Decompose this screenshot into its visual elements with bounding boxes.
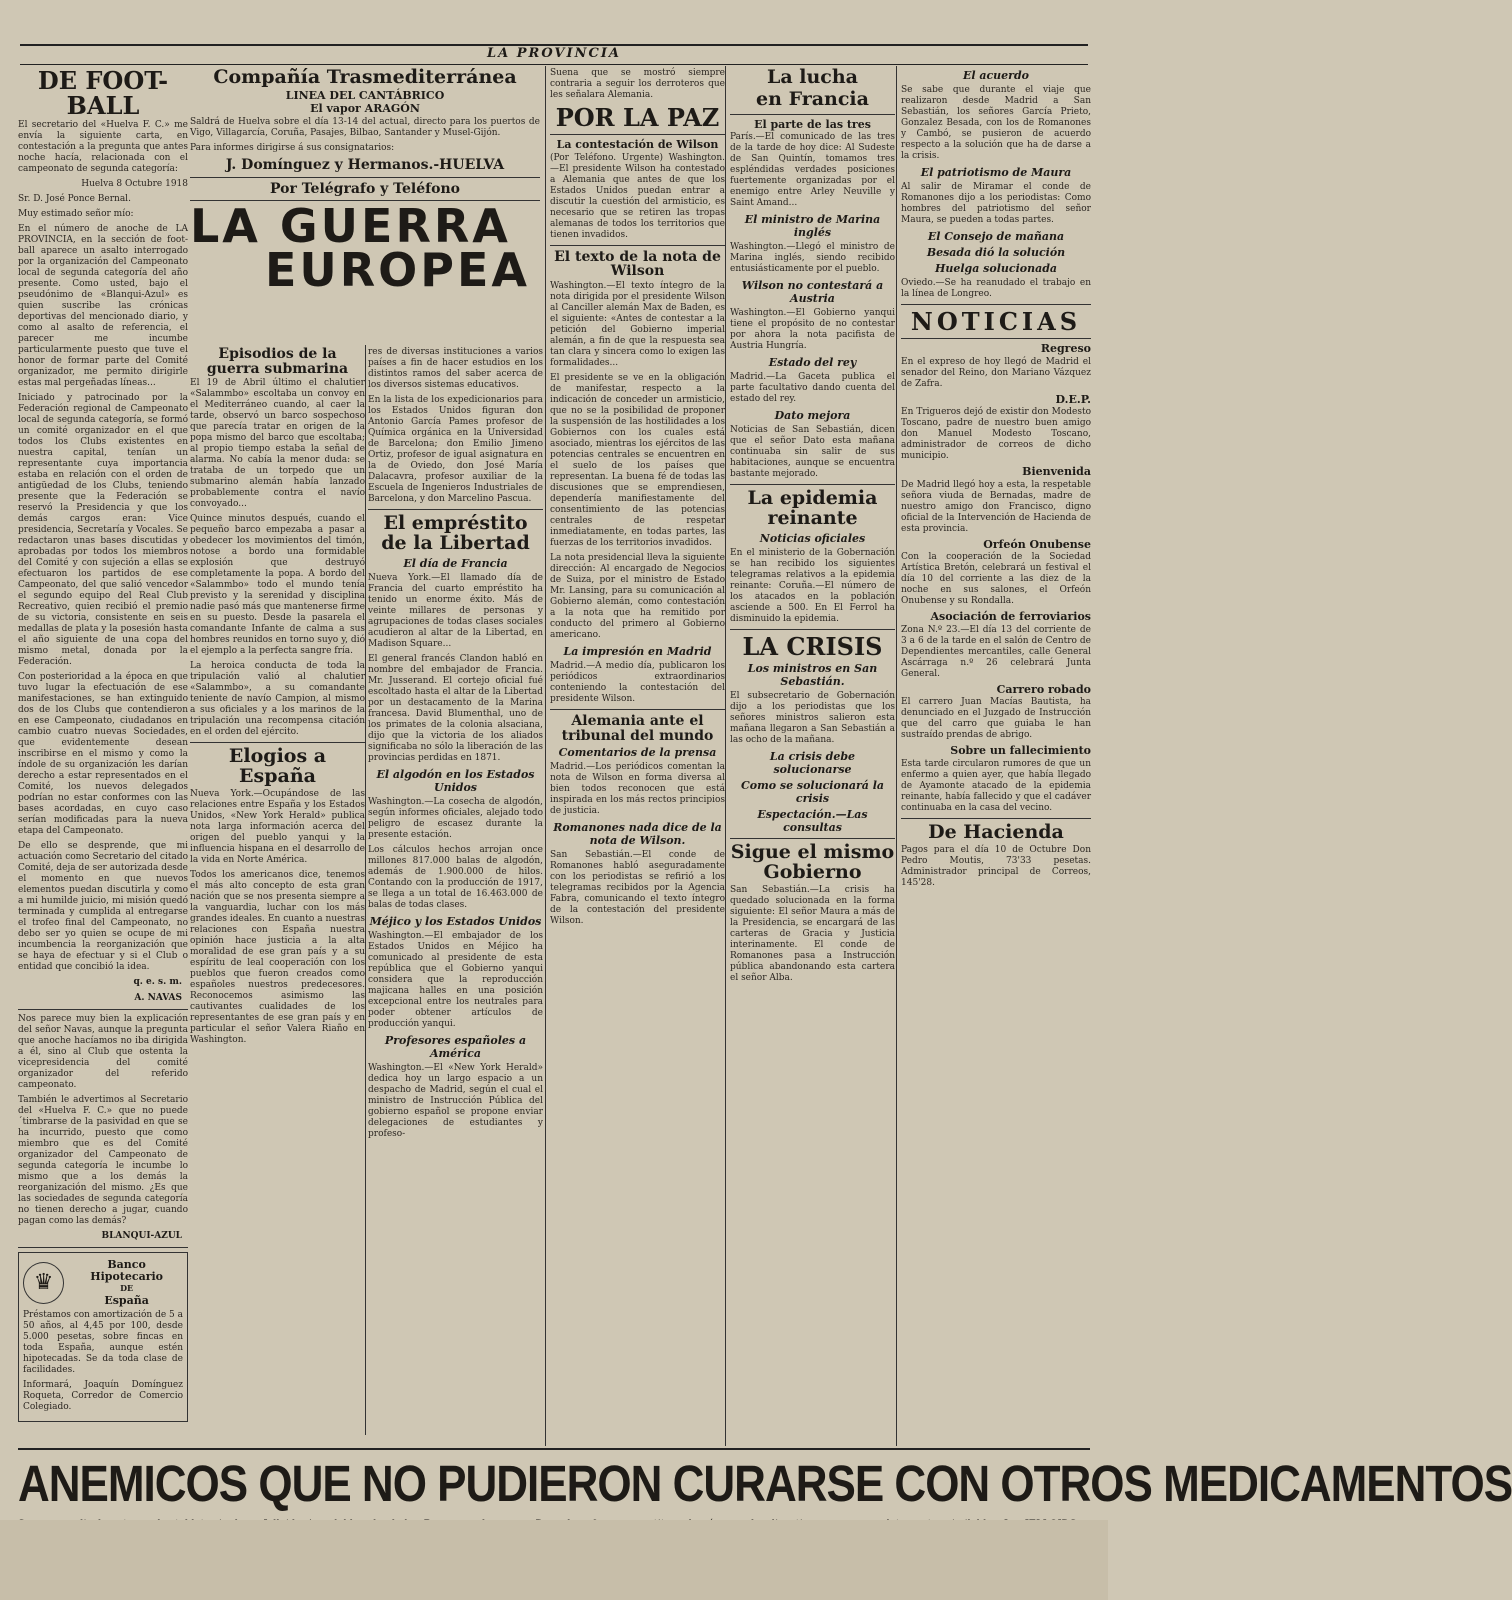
shipping-info: Para informes dirigirse á sus consignatarios: [190, 143, 395, 154]
wilson-note-body: Washington.—El texto íntegro de la nota dirigida por el presidente Wilson al Canciller alemán Max de Baden, es el siguiente: «Antes de contestar a la petición del Gobierno imperial alemán, a fin de que la respuesta sea tan clara y sincera como lo exigen las formalidades... [550, 281, 725, 369]
divider [18, 1009, 188, 1010]
orfeon-body: Con la cooperación de la Sociedad Artística Bretón, celebrará un festival el día 10 del corriente a las diez de la noche en sus salones, el Orfeón Onubense y su Rondalla. [901, 552, 1091, 607]
epidemic-headline: La epidemia reinante [747, 487, 878, 530]
column-2b [368, 345, 543, 1435]
football-dateline: Huelva 8 Octubre 1918 [81, 179, 188, 190]
report-subhead: El parte de las tres [754, 117, 871, 131]
shipping-vessel: El vapor ARAGÓN [310, 102, 420, 116]
king-state-body: Madrid.—La Gaceta publica el parte facultativo dando cuenta del estado del rey. [730, 372, 895, 405]
return-subhead: Regreso [1040, 342, 1091, 356]
shipping-agent: J. Domínguez y Hermanos.-HUELVA [225, 157, 505, 174]
football-intro: El secretario del «Huelva F. C.» me envía la siguiente carta, en contestación a la pregunta que antes noche hacía, relacionada con el campeonato de segunda categoría: [18, 120, 188, 175]
press-comments-body: Madrid.—Los periódicos comentan la nota de Wilson en forma diversa al bien todos reconocen que está inspirada en los más rectos principios de justicia. [550, 762, 725, 817]
epidemic-body: En el ministerio de la Gobernación se han recibido los siguientes telegramas relativos a la epidemia reinante: Coruña.—El número de los atacados en la población asciende a 500. En El Ferrol ha disminuido la epidemia. [730, 548, 895, 625]
stolen-cart-body: El carrero Juan Macías Bautista, ha denunciado en el Juzgado de Instrucción que del carro que guiaba le han sustraído prendas de abrigo. [901, 697, 1091, 741]
football-headline: DE FOOT-BALL [37, 66, 169, 121]
column-3-top: Suena que se mostró siempre contraria a seguir los derroteros que les señalara Alemania. [550, 68, 725, 100]
submarine-body: El 19 de Abril último el chalutier «Salammbo» escoltaba un convoy en el Mediterráneo cuando, al caer la tarde, observó un barco sospechoso que parecía tratar en origen de la popa mismo del barco que escoltaba; al propio tiempo estaba la señal de alarma. No cabía la menor duda: se trataba de un torpedo que un submarino alemán había lanzado probablemente contra el navío convoyado... [190, 378, 365, 510]
loan-body: Nueva York.—El llamado día de Francia del cuarto empréstito ha tenido un enorme éxito. Más de veinte millares de personas y agrupaciones de todas clases sociales acudieron al altar de la Libertad, en Madison Square... [368, 572, 543, 649]
loan-body-2: El general francés Clandon habló en nombre del embajador de Francia. Mr. Jusserand. El cortejo oficial fué escoltado hasta el altar de la Libertad por un destacamento de la Marina francesa. David Blumenthal, uno de los primates de la colonia alsaciana, dijo que la victoria de los aliados significaba no sólo la liberación de las provincias perdidas en 1871. [368, 653, 543, 763]
wilson-answer-body: (Por Teléfono. Urgente) Washington.—El presidente Wilson ha contestado a Alemania que antes de que los Estados Unidos puedan entrar a discutir la cuestión del armisticio, es necesario que se retiren las tropas alemanas de todos los territorios que tienen invadidos. [550, 152, 725, 240]
bank-text: Préstamos con amortización de 5 a 50 años, al 4,45 por 100, desde 5.000 pesetas, sobre fincas en toda España, aunque estén hipotecadas. Se da toda clase de facilidades. [23, 1310, 183, 1376]
shipping-company: Compañía Trasmediterránea [213, 66, 517, 88]
loan-headline: El empréstito de la Libertad [381, 512, 530, 554]
crisis-subhead-4: Espectación.—Las consultas [757, 808, 868, 835]
divider [730, 838, 895, 839]
france-headline-2: en Francia [756, 87, 869, 110]
professors-body: Washington.—El «New York Herald» dedica hoy un largo espacio a un despacho de Madrid, según el cual el ministro de Instrucción Pública del gobierno español se propone enviar delegaciones de estudiantes y profeso- [368, 1062, 543, 1139]
football-greeting: Muy estimado señor mío: [18, 209, 134, 220]
column-5 [896, 66, 1091, 1446]
divider [550, 134, 725, 135]
cotton-body-2: Los cálculos hechos arrojan once millones 817.000 balas de algodón, además de 1.900.000 de hilos. Contando con la producción de 1917, se llega a un total de 16.463.000 de balas de todas clases. [368, 844, 543, 910]
bank-ad [18, 1252, 188, 1422]
navy-minister-subhead: El ministro de Marina inglés [744, 213, 881, 240]
column-4 [725, 66, 895, 1446]
besada-subhead: Besada dió la solución [926, 246, 1066, 259]
welcome-subhead: Bienvenida [1022, 465, 1091, 479]
death-subhead: Sobre un fallecimiento [950, 744, 1091, 758]
news-headline: NOTICIAS [910, 307, 1082, 336]
submarine-body-3: La heroica conducta de toda la tripulación valió al chalutier «Salammbo», a su comandante teniente de navío Campion, al mismo a sus oficiales y a los marinos de la tripulación una recompensa citación en el orden del ejército. [190, 661, 365, 738]
professors-subhead: Profesores españoles a América [384, 1033, 527, 1060]
crisis-subhead: Los ministros en San Sebastián. [747, 662, 878, 689]
football-body-3: Con posterioridad a la época en que tuvo lugar la efectuación de ese manifestaciones, se han extinguido dos de los Clubs que contendieron en ese Campeonato, ciudadanos en cambio cuatro nuevas Sociedades, que evidentemente desean inscribirse en el mismo y como la índole de su organización les darían derecho a estar representados en el Comité, los nuevos delegados podrían no estar conformes con las bases acordadas, en cuyo caso serían modificadas para la nueva etapa del Campeonato. [18, 672, 188, 837]
page-margin [0, 1520, 1108, 1600]
romanones-subhead: Romanones nada dice de la nota de Wilson. [553, 821, 722, 848]
divider [901, 304, 1091, 305]
divider [730, 629, 895, 630]
football-closing: q. e. s. m. [133, 977, 182, 988]
crisis-body: El subsecretario de Gobernación dijo a los periodistas que los señores ministros salieron esta mañana llegaron a San Sebastián a las ocho de la mañana. [730, 691, 895, 746]
rip-subhead: D.E.P. [1055, 392, 1091, 406]
loan-subhead: El día de Francia [403, 556, 508, 570]
divider [730, 484, 895, 485]
divider [190, 177, 540, 178]
jelloids-ad [18, 1448, 1512, 1520]
railway-subhead: Asociación de ferroviarios [930, 610, 1091, 624]
railway-body: Zona N.º 23.—El día 13 del corriente de 3 a 6 de la tarde en el salón de Centro de Dependientes mercantiles, calle General Ascárraga n.º 26 celebrará Junta General. [901, 624, 1091, 679]
epidemic-subhead: Noticias oficiales [759, 532, 866, 546]
shipping-text: Saldrá de Huelva sobre el día 13-14 del actual, directo para los puertos de Vigo, Villagarcía, Coruña, Pasajes, Bilbao, Santander y Musel-Gijón. [190, 117, 540, 139]
romanones-body: San Sebastián.—El conde de Romanones habló aseguradamente con los periodistas se refirió a los telegramas recibidos por la Agencia Fabra, comunicando el texto íntegro de la contestación del presidente Wilson. [550, 850, 725, 927]
football-body-2: Iniciado y patrocinado por la Federación regional de Campeonato local de segunda categoría, se formó un comité organizador en el que todos los Clubs existentes en nuestra capital, tenían un representante cuya importancia estaba en relación con el orden de antigüedad de los Clubs, teniendo presente que la Federación se reservó la Presidencia y que los demás cargos eran: Vice presidencia, Secretaría y Vocales. Se redactaron unas bases discutidas y aprobadas por todos los miembros del Comité y con sujeción a ellas se efectuaron los partidos de ese Campeonato, del que salió vencedor el segundo equipo del Real Club Recreativo, quien recibió el premio de su victoria, consistente en seis medallas de plata y la posesión hasta el año siguiente de una copa del mismo metal, donada por la Federación. [18, 393, 188, 668]
shipping-line: LINEA DEL CANTÁBRICO [285, 88, 445, 102]
divider [18, 1247, 188, 1248]
column-2b-text-2: En la lista de los expedicionarios para los Estados Unidos figuran don Antonio García Pames profesor de Química orgánica en la Universidad de Barcelona; don Emilio Jimeno Ortiz, profesor de igual asignatura en la de Oviedo, don José María Dalacavra, profesor auxiliar de la Escuela de Ingenieros Industriales de Barcelona, y don Marcelino Pascua. [368, 395, 543, 504]
column-2b-text: res de diversas instituciones a varios países a fin de hacer estudios en los distintos ramos del saber acerca de los diversos sistemas educativos. [368, 347, 543, 390]
column-1 [18, 66, 188, 1446]
bank-country: España [104, 1293, 149, 1307]
football-note: Nos parece muy bien la explicación del señor Navas, aunque la pregunta que anoche hacíamos no iba dirigida a él, sino al Club que ostenta la vicepresidencia del comité organizador del referido campeonato. [18, 1014, 188, 1091]
football-addressee: Sr. D. José Ponce Bernal. [18, 194, 131, 205]
praise-headline: Elogios a España [228, 745, 327, 788]
divider [901, 338, 1091, 339]
football-signature-2: BLANQUI-AZUL [101, 1231, 182, 1242]
football-body: En el número de anoche de LA PROVINCIA, en la sección de foot-ball aparece un asalto interrogado por la organización del Campeonato local de segunda categoría del año presente. Como usted, bajo el pseudónimo de «Blanqui-Azul» es quien suscribe las crónicas deportivas del mencionado diario, y como al asalto de referencia, el parecer me incumbe particularmente puesto que tuve el honor de formar parte del Comité organizador, me permito dirigirle estas mal pergeñadas líneas... [18, 224, 188, 389]
return-body: En el expreso de hoy llegó de Madrid el senador del Reino, don Mariano Vázquez de Zafra. [901, 356, 1091, 389]
orfeon-subhead: Orfeón Onubense [983, 537, 1091, 551]
government-body: San Sebastián.—La crisis ha quedado solucionada en la forma siguiente: El señor Maura a más de la Presidencia, se encargará de las carteras de Gracia y Justicia interinamente. El conde de Romanones pasa a Instrucción pública abandonando esta cartera el señor Alba. [730, 885, 895, 984]
treasury-body: Pagos para el día 10 de Octubre Don Pedro Moutis, 73'33 pesetas. Administrador principal de Correos, 145'28. [901, 844, 1091, 888]
cotton-subhead: El algodón en los Estados Unidos [376, 767, 535, 794]
agreement-body: Se sabe que durante el viaje que realizaron desde Madrid a San Sebastián, los señores García Prieto, Gonzalez Besada, con los de Romanones y Cambó, se pusieron de acuerdo respecto a la solución que ha de darse a la crisis. [901, 85, 1091, 161]
wilson-note-headline: El texto de la nota de Wilson [554, 248, 721, 280]
king-state-subhead: Estado del rey [768, 356, 857, 370]
crisis-headline: LA CRISIS [742, 632, 883, 662]
crown-emblem-icon: ♛ [23, 1262, 64, 1304]
divider [550, 245, 725, 246]
wilson-note-body-2: El presidente se ve en la obligación de manifestar, respecto a la indicación de conceder un armisticio, que no se la posibilidad de proponer la suspensión de las hostilidades a los Gobiernos con los cuales está asociado, mientras los ejércitos de las potencias centrales se encuentren en el suelo de los países que representan. La buena fé de todas las discusiones que se emprendiesen, dependería manifiestamente del consentimiento de las potencias centrales de respetar inmediatamente, en todas partes, las fuerzas de los territorios invadidos. [550, 373, 725, 549]
dato-subhead: Dato mejora [774, 409, 851, 423]
crisis-subhead-2: La crisis debe solucionarse [769, 750, 856, 777]
rip-body: En Trigueros dejó de existir don Modesto Toscano, padre de nuestro buen amigo don Manuel Modesto Toscano, administrador de correos de dicho municipio. [901, 407, 1091, 462]
submarine-headline: Episodios de la guerra submarina [206, 346, 349, 377]
mexico-subhead: Méjico y los Estados Unidos [369, 914, 542, 928]
masthead: LA PROVINCIA [20, 44, 1088, 65]
bank-title: Banco Hipotecario [90, 1258, 164, 1283]
jelloids-headline: ANEMICOS QUE NO PUDIERON CURARSE CON OTROS MEDICAMENTOS [18, 1456, 1512, 1513]
council-subhead: El Consejo de mañana [927, 230, 1065, 243]
peace-headline: POR LA PAZ [555, 103, 720, 132]
treasury-headline: De Hacienda [928, 821, 1064, 844]
dato-body: Noticias de San Sebastián, dicen que el señor Dato esta mañana continuaba sin salir de sus habitaciones, aunque se encuentra bastante mejorado. [730, 425, 895, 480]
war-headline-2: EUROPEA [264, 243, 530, 298]
divider [901, 818, 1091, 819]
divider [368, 509, 543, 510]
strike-body: Oviedo.—Se ha reanudado el trabajo en la línea de Longreo. [901, 278, 1091, 299]
submarine-body-2: Quince minutos después, cuando el pequeño barco empezaba a pasar a obedecer los movimientos del timón, notose a bordo una formidable explosión que destruyó completamente la popa. A bordo del «Salammbo» todo el mundo tenía previsto y la serenidad y disciplina nadie pasó más que mantenerse firme en su puesto. Desde la pasarela el comandante Infante de calma a sus hombres reunidos en torno suyo y, dió el ejemplo a la perfecta sangre fría. [190, 514, 365, 657]
crisis-subhead-3: Como se solucionará la crisis [740, 779, 885, 806]
football-note-2: También le advertimos al Secretario del «Huelva F. C.» que no puede ´timbrarse de la pasividad en que se ha incurrido, puesto que como miembro que es del Comité organizador del Campeonato de segunda categoría le incumbe lo mismo que a los demás la reorganización del mismo. ¿Es que las sociedades de segunda categoría no tienen derecho a jugar, cuando pagan como las demás? [18, 1095, 188, 1227]
madrid-impression-subhead: La impresión en Madrid [563, 645, 712, 659]
wilson-austria-body: Washington.—El Gobierno yanqui tiene el propósito de no contestar por ahora la nota pacifista de Austria Hungría. [730, 308, 895, 352]
france-headline-1: La lucha [766, 66, 858, 88]
praise-body: Nueva York.—Ocupándose de las relaciones entre España y los Estados Unidos, «New York Herald» publica nota larga información acerca del origen del pueblo yanqui y la influencia hispana en el desarrollo de la vida en Norte América. [190, 789, 365, 866]
column-2a [190, 345, 366, 1435]
death-body: Esta tarde circularon rumores de que un enfermo a quien ayer, que había llegado de Ayamonte atacado de la epidemia reinante, había fallecido y que el cadáver continuaba en la casa del vecino. [901, 759, 1091, 814]
bank-contact: Informará, Joaquín Domínguez Roqueta, Corredor de Comercio Colegiado. [23, 1380, 183, 1413]
agreement-subhead: El acuerdo [962, 69, 1030, 82]
mexico-body: Washington.—El embajador de los Estados Unidos en Méjico ha comunicado al presidente de esta república que el Gobierno yanqui considera que la reproducción majicana halles en una posición excepcional entre los neutrales para poder obtener artículos de producción yanqui. [368, 930, 543, 1029]
divider [550, 709, 725, 710]
strike-subhead: Huelga solucionada [934, 262, 1058, 275]
football-body-4: De ello se desprende, que mi actuación como Secretario del citado Comité, deja de ser autorizada desde el momento en que nuevos elementos puedan discutirla y como a mi humilde juicio, mi misión quedó terminada y cumplida al entregarse el trofeo final del Campeonato, no debo ser yo quien se ocupe de mi incumbencia la reorganización que se haya de efectuar y si el Club o entidad que concibió la idea. [18, 841, 188, 973]
bank-de: DE [120, 1283, 134, 1294]
government-headline: Sigue el mismo Gobierno [730, 841, 895, 884]
madrid-impression-body: Madrid.—A medio día, publicaron los periódicos extraordinarios conteniendo la contestación del presidente Wilson. [550, 661, 725, 705]
divider [190, 742, 365, 743]
press-comments-subhead: Comentarios de la prensa [558, 746, 717, 760]
divider [730, 114, 895, 115]
praise-body-2: Todos los americanos dice, tenemos el más alto concepto de esta gran nación que se nos presenta siempre a la vanguardia, luchar con los más grandes ideales. En cuanto a nuestras relaciones con España nuestra opinión hace justicia a la alta moralidad de ese gran país y a su espíritu de leal cooperación con los pueblos que fueron creados como españoles nuestros predecesores. Reconocemos asimismo las cautivantes cualidades de los representantes de ese gran país y en particular el señor Valera Riaño en Washington. [190, 870, 365, 1046]
cotton-body: Washington.—La cosecha de algodón, según informes oficiales, alejado todo peligro de escasez durante la presente estación. [368, 796, 543, 840]
maura-subhead: El patriotismo de Maura [920, 166, 1072, 179]
column-3 [545, 66, 725, 1446]
maura-body: Al salir de Miramar el conde de Romanones dijo a los periodistas: Como hombres del patriotismo del señor Maura, se pueden a todas partes. [901, 182, 1091, 225]
welcome-body: De Madrid llegó hoy a esta, la respetable señora viuda de Bernadas, madre de nuestro amigo don Francisco, digno oficial de la Intervención de Hacienda de esta provincia. [901, 479, 1091, 534]
report-body: París.—El comunicado de las tres de la tarde de hoy dice: Al Sudeste de San Quintín, tomamos tres espléndidas verdades posiciones fuertemente organizadas por el enemigo entre Arley Neuville y Saint Amand... [730, 132, 895, 209]
wilson-austria-subhead: Wilson no contestará a Austria [741, 279, 884, 306]
section-title: Por Telégrafo y Teléfono [270, 180, 460, 197]
navy-minister-body: Washington.—Llegó el ministro de Marina inglés, siendo recibido entusiásticamente por el pueblo. [730, 242, 895, 275]
football-signature: A. NAVAS [134, 993, 182, 1004]
wilson-answer-subhead: La contestación de Wilson [556, 138, 719, 152]
column-2-top [190, 66, 540, 346]
stolen-cart-subhead: Carrero robado [996, 682, 1091, 696]
germany-tribunal-headline: Alemania ante el tribunal del mundo [561, 713, 714, 744]
war-headline-1: LA GUERRA [190, 199, 511, 254]
wilson-note-body-3: La nota presidencial lleva la siguiente dirección: Al encargado de Negocios de Suiza, por el ministro de Estado Mr. Lansing, para su comunicación al Gobierno alemán, como contestación a la nota que ha remitido por conducto del primero al Gobierno americano. [550, 553, 725, 641]
